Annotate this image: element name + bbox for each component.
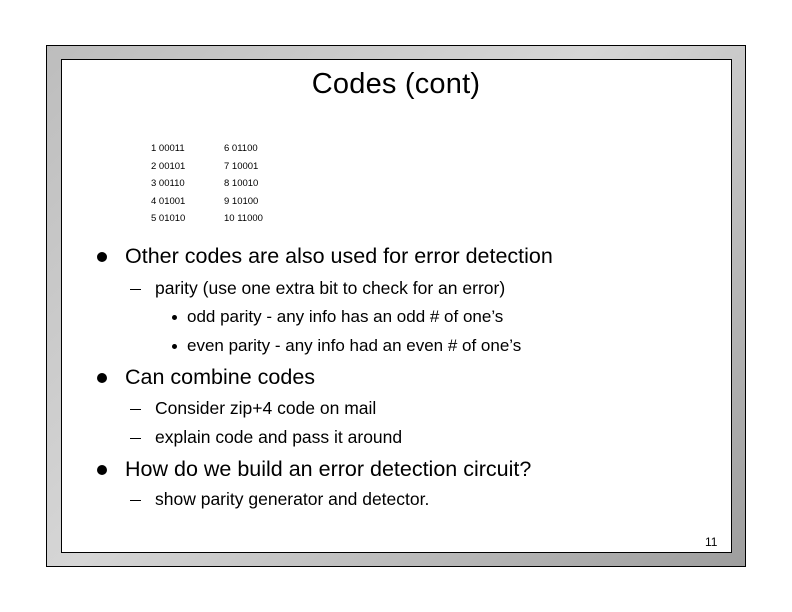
sub-sub-bullet-item: even parity - any info had an even # of one’s	[187, 336, 522, 355]
code-entry: 10 11000	[224, 213, 263, 225]
code-column-right	[224, 140, 263, 228]
bullet-dot-icon	[97, 373, 107, 383]
small-bullet-icon	[172, 344, 177, 349]
code-entry: 4 01001	[151, 195, 186, 207]
code-entry: 1 00011	[151, 143, 185, 154]
sub-bullet-item: show parity generator and detector.	[155, 489, 430, 509]
bullet-dot-icon	[97, 252, 107, 262]
page-number: 11	[705, 535, 718, 549]
dash-icon	[130, 438, 141, 439]
small-bullet-icon	[172, 315, 177, 320]
code-entry: 8 10010	[224, 178, 259, 190]
slide-title: Codes (cont)	[311, 68, 481, 100]
sub-bullet-item: explain code and pass it around	[155, 427, 403, 447]
dash-icon	[130, 409, 141, 410]
bullet-dot-icon	[97, 465, 107, 475]
code-entry: 3 00110	[151, 178, 185, 190]
code-entry: 7 10001	[224, 160, 259, 172]
sub-bullet-item: parity (use one extra bit to check for an error)	[155, 278, 506, 298]
dash-icon	[130, 500, 141, 501]
sub-bullet-item: Consider zip+4 code on mail	[155, 398, 377, 418]
bullet-item: Other codes are also used for error detection	[125, 244, 553, 268]
sub-sub-bullet-item: odd parity - any info has an odd # of one’s	[187, 307, 504, 326]
bullet-item: Can combine codes	[125, 365, 316, 389]
code-entry: 9 10100	[224, 195, 259, 207]
code-entry: 2 00101	[151, 160, 186, 172]
bullet-item: How do we build an error detection circuit?	[125, 457, 532, 481]
code-entry: 5 01010	[151, 213, 186, 225]
code-column-left	[151, 140, 185, 228]
dash-icon	[130, 289, 141, 290]
code-entry: 6 01100	[224, 143, 258, 154]
